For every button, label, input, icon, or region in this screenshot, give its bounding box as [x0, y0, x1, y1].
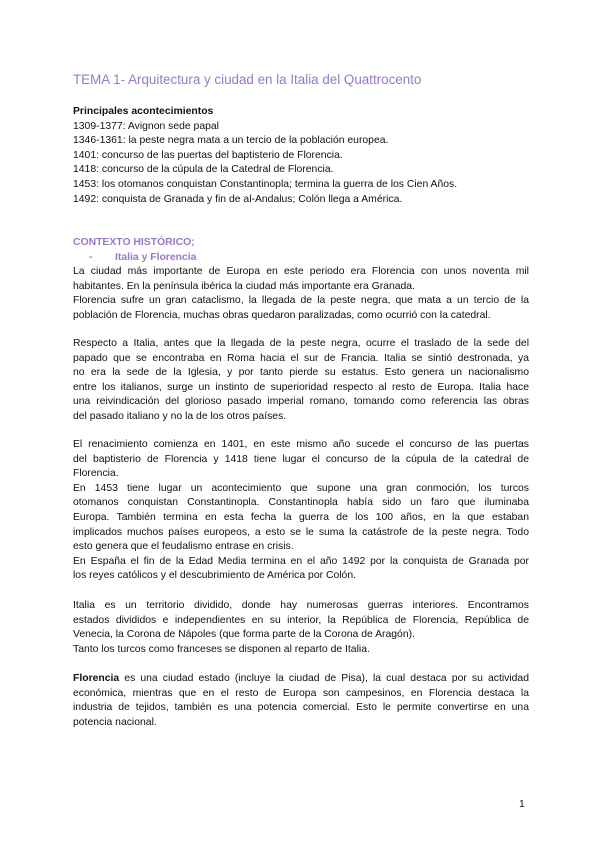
events-section — [73, 105, 529, 207]
text-line: habitantes. En la península ibérica la ciudad más importante era Granada. — [73, 280, 415, 292]
text-line: La ciudad más importante de Europa en este periodo era Florencia con unos noventa mil — [73, 266, 529, 277]
paragraph-2 — [73, 337, 529, 425]
text-line: El renacimiento comienza en 1401, en este mismo año sucede el concurso de las puertas — [73, 439, 529, 450]
page-number: 1 — [519, 799, 525, 810]
paragraph-1 — [73, 265, 529, 323]
text-line: estados divididos e independientes en su interior, la República de Florencia, República de — [73, 614, 529, 626]
event-item: 1309-1377: Avignon sede papal — [73, 120, 219, 132]
text-line: entre los italianos, surge un instinto de superioridad respecto al resto de Europa. Italia hace — [73, 381, 529, 393]
text-line: En 1453 tiene lugar un acontecimiento que supone una gran conmoción, los turcos — [73, 482, 529, 494]
event-item: 1401: concurso de las puertas del baptisterio de Florencia. — [73, 149, 343, 161]
paragraph-5 — [73, 672, 529, 730]
subheading — [73, 251, 529, 266]
text-line: En España el fin de la Edad Media termina en el año 1492 por la conquista de Granada por — [73, 555, 529, 567]
text-line — [73, 672, 529, 687]
text-line: otomanos conquistan Constantinopla. Constantinopla había sido un faro que iluminaba — [73, 497, 529, 509]
text-line: industria de tejidos, también es una potencia comercial. Esto le permite convertirse en una — [73, 702, 529, 714]
page-title: TEMA 1- Arquitectura y ciudad en la Italia del Quattrocento — [73, 72, 422, 87]
text-line: económica, mientras que en el resto de Europa son campesinos, en Florencia destaca la — [73, 687, 529, 699]
text-line: una reivindicación del glorioso pasado imperial romano, tomando como referencia las obras — [73, 396, 529, 408]
text-line: Respecto a Italia, antes que la llegada de la peste negra, ocurre el traslado de la sede del — [73, 338, 529, 349]
text-line: los reyes católicos y el descubrimiento de América por Colón. — [73, 570, 356, 582]
text-line: Italia es un territorio dividido, donde hay numerosas guerras interiores. Encontramos — [73, 600, 529, 611]
event-item: 1492: conquista de Granada y fin de al-Andalus; Colón llega a América. — [73, 193, 403, 205]
context-section — [73, 236, 529, 265]
context-heading: CONTEXTO HISTÓRICO; — [73, 237, 195, 248]
text-line: Florencia. — [73, 468, 119, 480]
text-fragment: es una ciudad estado (incluye la ciudad de Pisa), la cual destaca por su actividad — [119, 673, 529, 684]
text-line: esto genera que el feudalismo entrase en crisis. — [73, 541, 294, 553]
bullet-dash: - — [89, 251, 93, 263]
subheading-text: Italia y Florencia — [115, 251, 197, 263]
text-line: del pasado italiano y no la de los otros países. — [73, 410, 287, 422]
text-line: Florencia sufre un gran cataclismo, la llegada de la peste negra, que mata a un tercio de la — [73, 295, 529, 307]
text-line: no era la sede de la Iglesia, y por tanto pierde su estatus. Esto genera un nacionalismo — [73, 367, 529, 379]
paragraph-3 — [73, 438, 529, 584]
paragraph-4 — [73, 599, 529, 657]
text-line: potencia nacional. — [73, 716, 157, 728]
text-line: Tanto los turcos como franceses se disponen al reparto de Italia. — [73, 643, 370, 655]
event-item: 1346-1361: la peste negra mata a un tercio de la población europea. — [73, 135, 389, 147]
text-line: implicados muchos países europeos, a esto se le suma la catástrofe de la peste negra. Todo — [73, 526, 529, 538]
text-line: población de Florencia, muchas obras quedaron paralizadas, como ocurrió con la catedral. — [73, 309, 491, 321]
text-line: papado que se encontraba en Roma hacia el sur de Francia. Italia se sintió destronada, ya — [73, 352, 529, 364]
text-line: del baptisterio de Florencia y 1418 tiene lugar el concurso de la cúpula de la catedral de — [73, 453, 529, 465]
text-line: Europa. También termina en esta fecha la guerra de los 100 años, en la que estaban — [73, 511, 529, 523]
event-item: 1453: los otomanos conquistan Constantinopla; termina la guerra de los Cien Años. — [73, 178, 458, 190]
event-item: 1418: concurso de la cúpula de la Catedral de Florencia. — [73, 164, 334, 176]
text-line: Venecia, la Corona de Nápoles (que forma parte de la Corona de Aragón). — [73, 629, 415, 641]
events-heading: Principales acontecimientos — [73, 106, 214, 117]
florencia-bold: Florencia — [73, 673, 120, 684]
